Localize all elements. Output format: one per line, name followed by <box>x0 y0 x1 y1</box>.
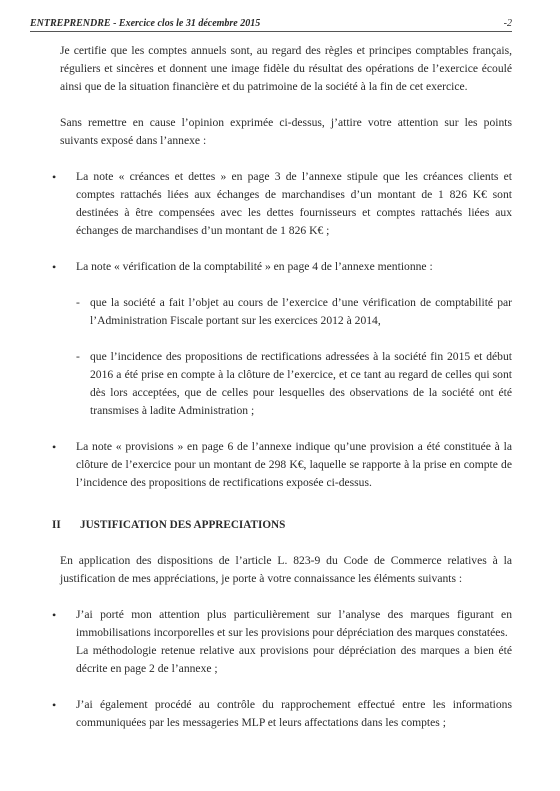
page-header <box>30 18 512 32</box>
justification-intro: En application des dispositions de l’article L. 823-9 du Code de Commerce relatives à la justification de mes appréciations, je porte à votre connaissance les éléments suivants : <box>60 554 512 585</box>
bullet-text: La note « vérification de la comptabilité » en page 4 de l’annexe mentionne : <box>76 260 433 273</box>
sub-item <box>76 348 512 420</box>
bullet-item <box>52 696 512 732</box>
bullet-item <box>52 438 512 492</box>
bullet-text: J’ai également procédé au contrôle du rapprochement effectué entre les informations communiquées par les messageries MLP et leurs affectations dans les comptes ; <box>76 698 512 729</box>
sub-item-text: que l’incidence des propositions de rectifications adressées à la société fin 2015 et début 2016 a été prise en compte à la clôture de l’exercice, et ce tant au regard de celles qui sont dès lors acceptées, que de celles pour lesquelles des observations de la société ont été transmises à ladite Administration ; <box>90 350 512 417</box>
observation-intro: Sans remettre en cause l’opinion exprimée ci-dessus, j’attire votre attention sur les points suivants exposé dans l’annexe : <box>60 116 512 147</box>
section-number: II <box>52 519 61 531</box>
bullet-text: J’ai porté mon attention plus particulièrement sur l’analyse des marques figurant en immobilisations incorporelles et sur les provisions pour dépréciation des marques constatées. <box>76 608 512 639</box>
dash-icon: - <box>76 296 80 309</box>
section-title: JUSTIFICATION DES APPRECIATIONS <box>80 519 286 531</box>
dash-icon: - <box>76 350 80 363</box>
bullet-item <box>52 168 512 240</box>
bullet-icon: • <box>52 170 57 184</box>
document-body <box>52 42 512 750</box>
bullet-item <box>52 258 512 276</box>
section-heading <box>52 516 512 534</box>
bullet-icon: • <box>52 608 57 622</box>
header-title: ENTREPRENDRE - Exercice clos le 31 décembre 2015 <box>30 18 261 29</box>
bullet-icon: • <box>52 698 57 712</box>
sub-item <box>76 294 512 330</box>
bullet-icon: • <box>52 440 57 454</box>
bullet-text: La note « provisions » en page 6 de l’annexe indique qu’une provision a été constituée à la clôture de l’exercice pour un montant de 298 K€, laquelle se rapporte à la prise en compte de l’incidence des propositions de rectifications exposée ci-dessus. <box>76 440 512 489</box>
bullet-icon: • <box>52 260 57 274</box>
bullet-text: La note « créances et dettes » en page 3 de l’annexe stipule que les créances clients et comptes rattachés liées aux échanges de marchandises d’un montant de 1 826 K€ sont destinées à être compensées avec les dettes fournisseurs et comptes rattachés liées aux échanges de marchandises d’un montant de 1 826 K€ ; <box>76 170 512 237</box>
certification-paragraph: Je certifie que les comptes annuels sont, au regard des règles et principes comptables français, réguliers et sincères et donnent une image fidèle du résultat des opérations de l’exercice écoulé ainsi que de la situation financière et du patrimoine de la société à la fin de cet exercice. <box>60 44 512 93</box>
bullet-item <box>52 606 512 678</box>
page-number: -2 <box>503 18 512 29</box>
bullet-text-continued: La méthodologie retenue relative aux provisions pour dépréciation des marques a bien été décrite en page 2 de l’annexe ; <box>76 644 512 675</box>
sub-item-text: que la société a fait l’objet au cours de l’exercice d’une vérification de comptabilité par l’Administration Fiscale portant sur les exercices 2012 à 2014, <box>90 296 512 327</box>
